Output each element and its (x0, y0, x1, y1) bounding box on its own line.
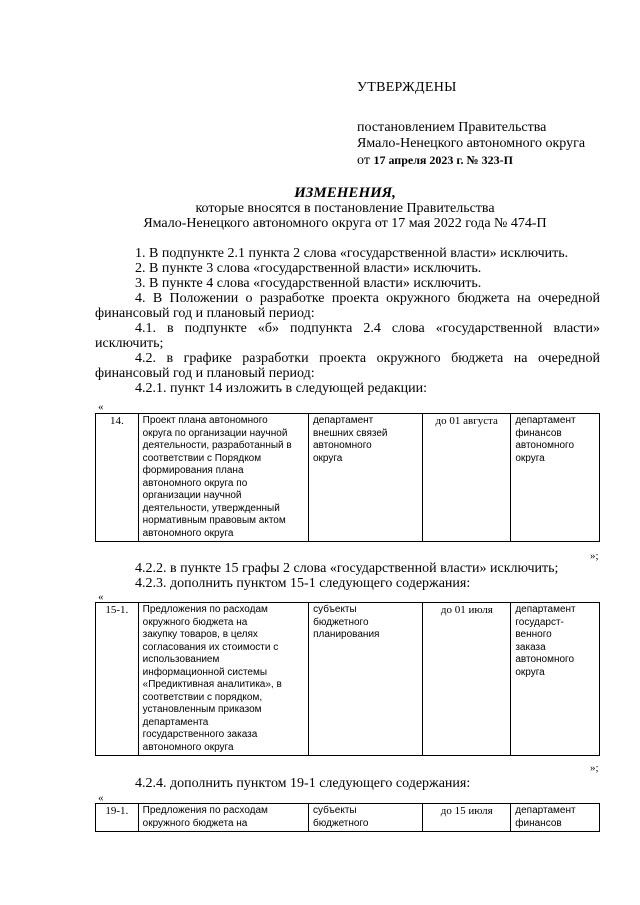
paragraph-4-2-1: 4.2.1. пункт 14 изложить в следующей редакции: (135, 381, 427, 396)
paragraph-3: 3. В пункте 4 слова «государственной власти» исключить. (135, 276, 482, 291)
approval-block (357, 80, 585, 169)
quote-open-19-1: « (98, 792, 104, 804)
table-row (96, 804, 600, 832)
table-row (96, 414, 600, 542)
heading-line-2: Ямало-Ненецкого автономного округа от 17 мая 2022 года № 474-П (143, 216, 547, 231)
paragraph-4-2-3: 4.2.3. дополнить пунктом 15-1 следующего содержания: (135, 576, 471, 591)
approval-ot: от (357, 153, 370, 168)
cell-description: Предложения по расходам окружного бюджета на (138, 804, 308, 832)
approval-title: УТВЕРЖДЕНЫ (357, 80, 457, 95)
cell-description: Проект плана автономного округа по организации научной деятельности, разработанный в соответствии с Порядком формирования плана автономного округа по организации научной деятельности, утвержденный нормативным правовым актом автономного округа (138, 414, 308, 542)
cell-number: 19-1. (96, 804, 139, 832)
changes-list-3 (95, 776, 600, 791)
quote-open-15-1: « (98, 591, 104, 603)
cell-recipient: департамент финансов автономного округа (511, 414, 600, 542)
cell-term: до 01 августа (423, 414, 511, 542)
quote-close-15-1: »; (590, 762, 599, 774)
cell-recipient: департамент финансов (511, 804, 600, 832)
heading-title: ИЗМЕНЕНИЯ, (294, 185, 396, 201)
cell-term: до 15 июля (423, 804, 511, 832)
table-item-14 (95, 413, 600, 542)
cell-responsible: департамент внешних связей автономного округа (308, 414, 422, 542)
heading-line-1: которые вносятся в постановление Правительства (195, 201, 495, 216)
cell-number: 14. (96, 414, 139, 542)
approval-line-1: постановлением Правительства (357, 120, 547, 135)
paragraph-4-2-4: 4.2.4. дополнить пунктом 19-1 следующего содержания: (135, 776, 471, 791)
approval-date-line (357, 152, 585, 169)
table-item-19-1 (95, 803, 600, 832)
cell-term: до 01 июля (423, 603, 511, 756)
table-row (96, 603, 600, 756)
changes-list-2 (95, 561, 600, 591)
quote-open-14: « (98, 401, 104, 413)
cell-number: 15-1. (96, 603, 139, 756)
cell-responsible: субъекты бюджетного (309, 804, 423, 832)
cell-description: Предложения по расходам окружного бюджета на закупку товаров, в целях согласования их стоимости с использованием информационной системы «Предиктивная аналитика», в соответствии с порядком, установленным приказом департамента государственного заказа автономного округа (138, 603, 308, 756)
paragraph-4: 4. В Положении о разработке проекта окружного бюджета на очередной финансовый год и плановый период: (95, 291, 600, 321)
cell-recipient: департамент государст- венного заказа автономного округа (511, 603, 600, 756)
paragraph-4-2: 4.2. в графике разработки проекта окружного бюджета на очередной финансовый год и плановый период: (95, 351, 600, 381)
paragraph-2: 2. В пункте 3 слова «государственной власти» исключить. (135, 261, 482, 276)
cell-responsible: субъекты бюджетного планирования (309, 603, 423, 756)
changes-list (95, 246, 600, 396)
document-heading (95, 186, 595, 231)
approval-line-2: Ямало-Ненецкого автономного округа (357, 136, 586, 151)
paragraph-4-2-2: 4.2.2. в пункте 15 графы 2 слова «государственной власти» исключить; (135, 561, 559, 576)
table-item-15-1 (95, 602, 600, 756)
quote-close-14: »; (590, 550, 599, 562)
paragraph-1: 1. В подпункте 2.1 пункта 2 слова «государственной власти» исключить. (135, 246, 569, 261)
paragraph-4-1: 4.1. в подпункте «б» подпункта 2.4 слова «государственной власти» исключить; (95, 321, 600, 351)
approval-date: 17 апреля 2023 г. № 323-П (373, 153, 513, 167)
